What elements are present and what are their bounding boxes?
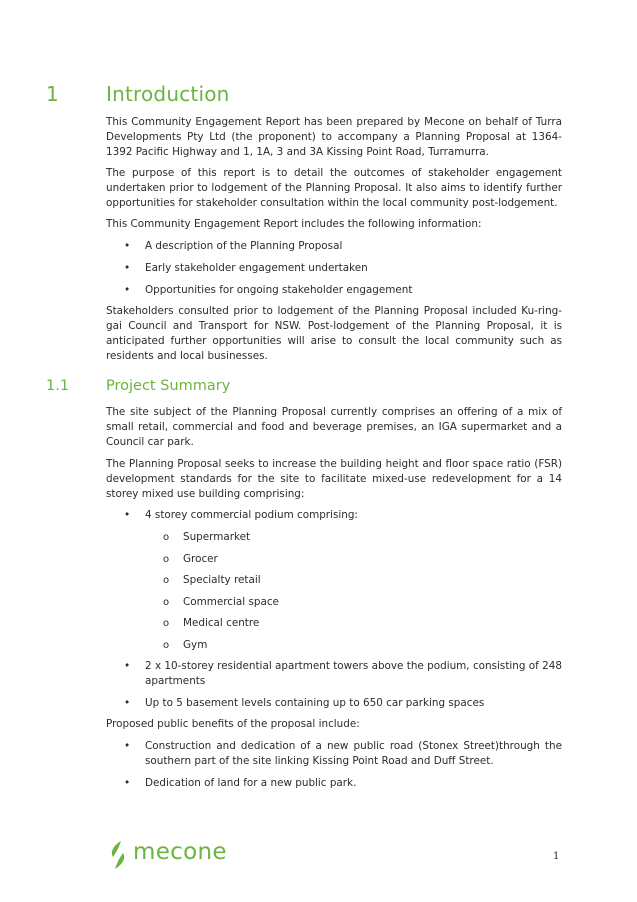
section-title: Introduction (106, 82, 230, 106)
sub-list-item: o Gym (163, 639, 208, 651)
section-number: 1.1 (46, 378, 70, 394)
bullet-icon: • (124, 740, 131, 752)
circle-bullet-icon: o (163, 597, 170, 608)
list-item: • Opportunities for ongoing stakeholder engagement (124, 284, 413, 296)
sub-list-item: o Supermarket (163, 531, 251, 543)
bullet-icon: • (124, 262, 131, 274)
list-item: • Construction and dedication of a new public road (Stonex Street)through the southern part of the site linking Kissing Point Road and Duff Street. (124, 740, 562, 767)
circle-bullet-icon: o (163, 532, 170, 543)
intro-paragraph-2: The purpose of this report is to detail the outcomes of stakeholder engagement undertaken prior to lodgement of the Planning Proposal. It also aims to identify further opportunities for stakeholder consultation within the local community post-lodgement. (106, 167, 562, 209)
circle-bullet-icon: o (163, 554, 170, 565)
list-item: • 4 storey commercial podium comprising: (124, 509, 358, 521)
summary-paragraph-2: The Planning Proposal seeks to increase the building height and floor space ratio (FSR) development standards for the site to facilitate mixed-use redevelopment for a 14 storey mixed use building comprising: (106, 458, 562, 500)
bullet-icon: • (124, 284, 131, 296)
bullet-icon: • (124, 660, 131, 672)
list-item: • 2 x 10-storey residential apartment towers above the podium, consisting of 248 apartments (124, 660, 562, 687)
summary-paragraph-1: The site subject of the Planning Proposal currently comprises an offering of a mix of small retail, commercial and food and beverage premises, an IGA supermarket and a Council car park. (106, 406, 562, 448)
circle-bullet-icon: o (163, 618, 170, 629)
section-title: Project Summary (106, 378, 231, 394)
intro-paragraph-3: This Community Engagement Report includes the following information: (106, 218, 482, 230)
circle-bullet-icon: o (163, 640, 170, 651)
sub-list-item: o Specialty retail (163, 574, 261, 586)
bullet-icon: • (124, 697, 131, 709)
intro-paragraph-1: This Community Engagement Report has been prepared by Mecone on behalf of Turra Developments Pty Ltd (the proponent) to accompany a Planning Proposal at 1364-1392 Pacific Highway and 1, 1A, 3 and 3A Kissing Point Road, Turramurra. (106, 116, 562, 158)
bullet-icon: • (124, 777, 131, 789)
sub-list-item: o Commercial space (163, 596, 279, 608)
sub-list-item: o Grocer (163, 553, 218, 565)
intro-closing-paragraph: Stakeholders consulted prior to lodgement of the Planning Proposal included Ku-ring-gai Council and Transport for NSW. Post-lodgement of the Planning Proposal, it is anticipated further opportunities will arise to consult the local community such as residents and local businesses. (106, 305, 562, 362)
section-heading-1 (46, 82, 586, 108)
page-number: 1 (553, 851, 560, 862)
list-item: • Dedication of land for a new public park. (124, 777, 357, 789)
logo-wordmark: mecone (133, 839, 227, 865)
bullet-icon: • (124, 509, 131, 521)
section-heading-1-1 (46, 378, 586, 398)
list-item: • A description of the Planning Proposal (124, 240, 343, 252)
benefits-intro: Proposed public benefits of the proposal include: (106, 718, 360, 730)
bullet-icon: • (124, 240, 131, 252)
circle-bullet-icon: o (163, 575, 170, 586)
list-item: • Early stakeholder engagement undertaken (124, 262, 368, 274)
mecone-logo (107, 838, 237, 872)
section-number: 1 (46, 82, 59, 106)
list-item: • Up to 5 basement levels containing up to 650 car parking spaces (124, 697, 485, 709)
sub-list-item: o Medical centre (163, 617, 260, 629)
leaf-logo-icon (107, 840, 129, 870)
